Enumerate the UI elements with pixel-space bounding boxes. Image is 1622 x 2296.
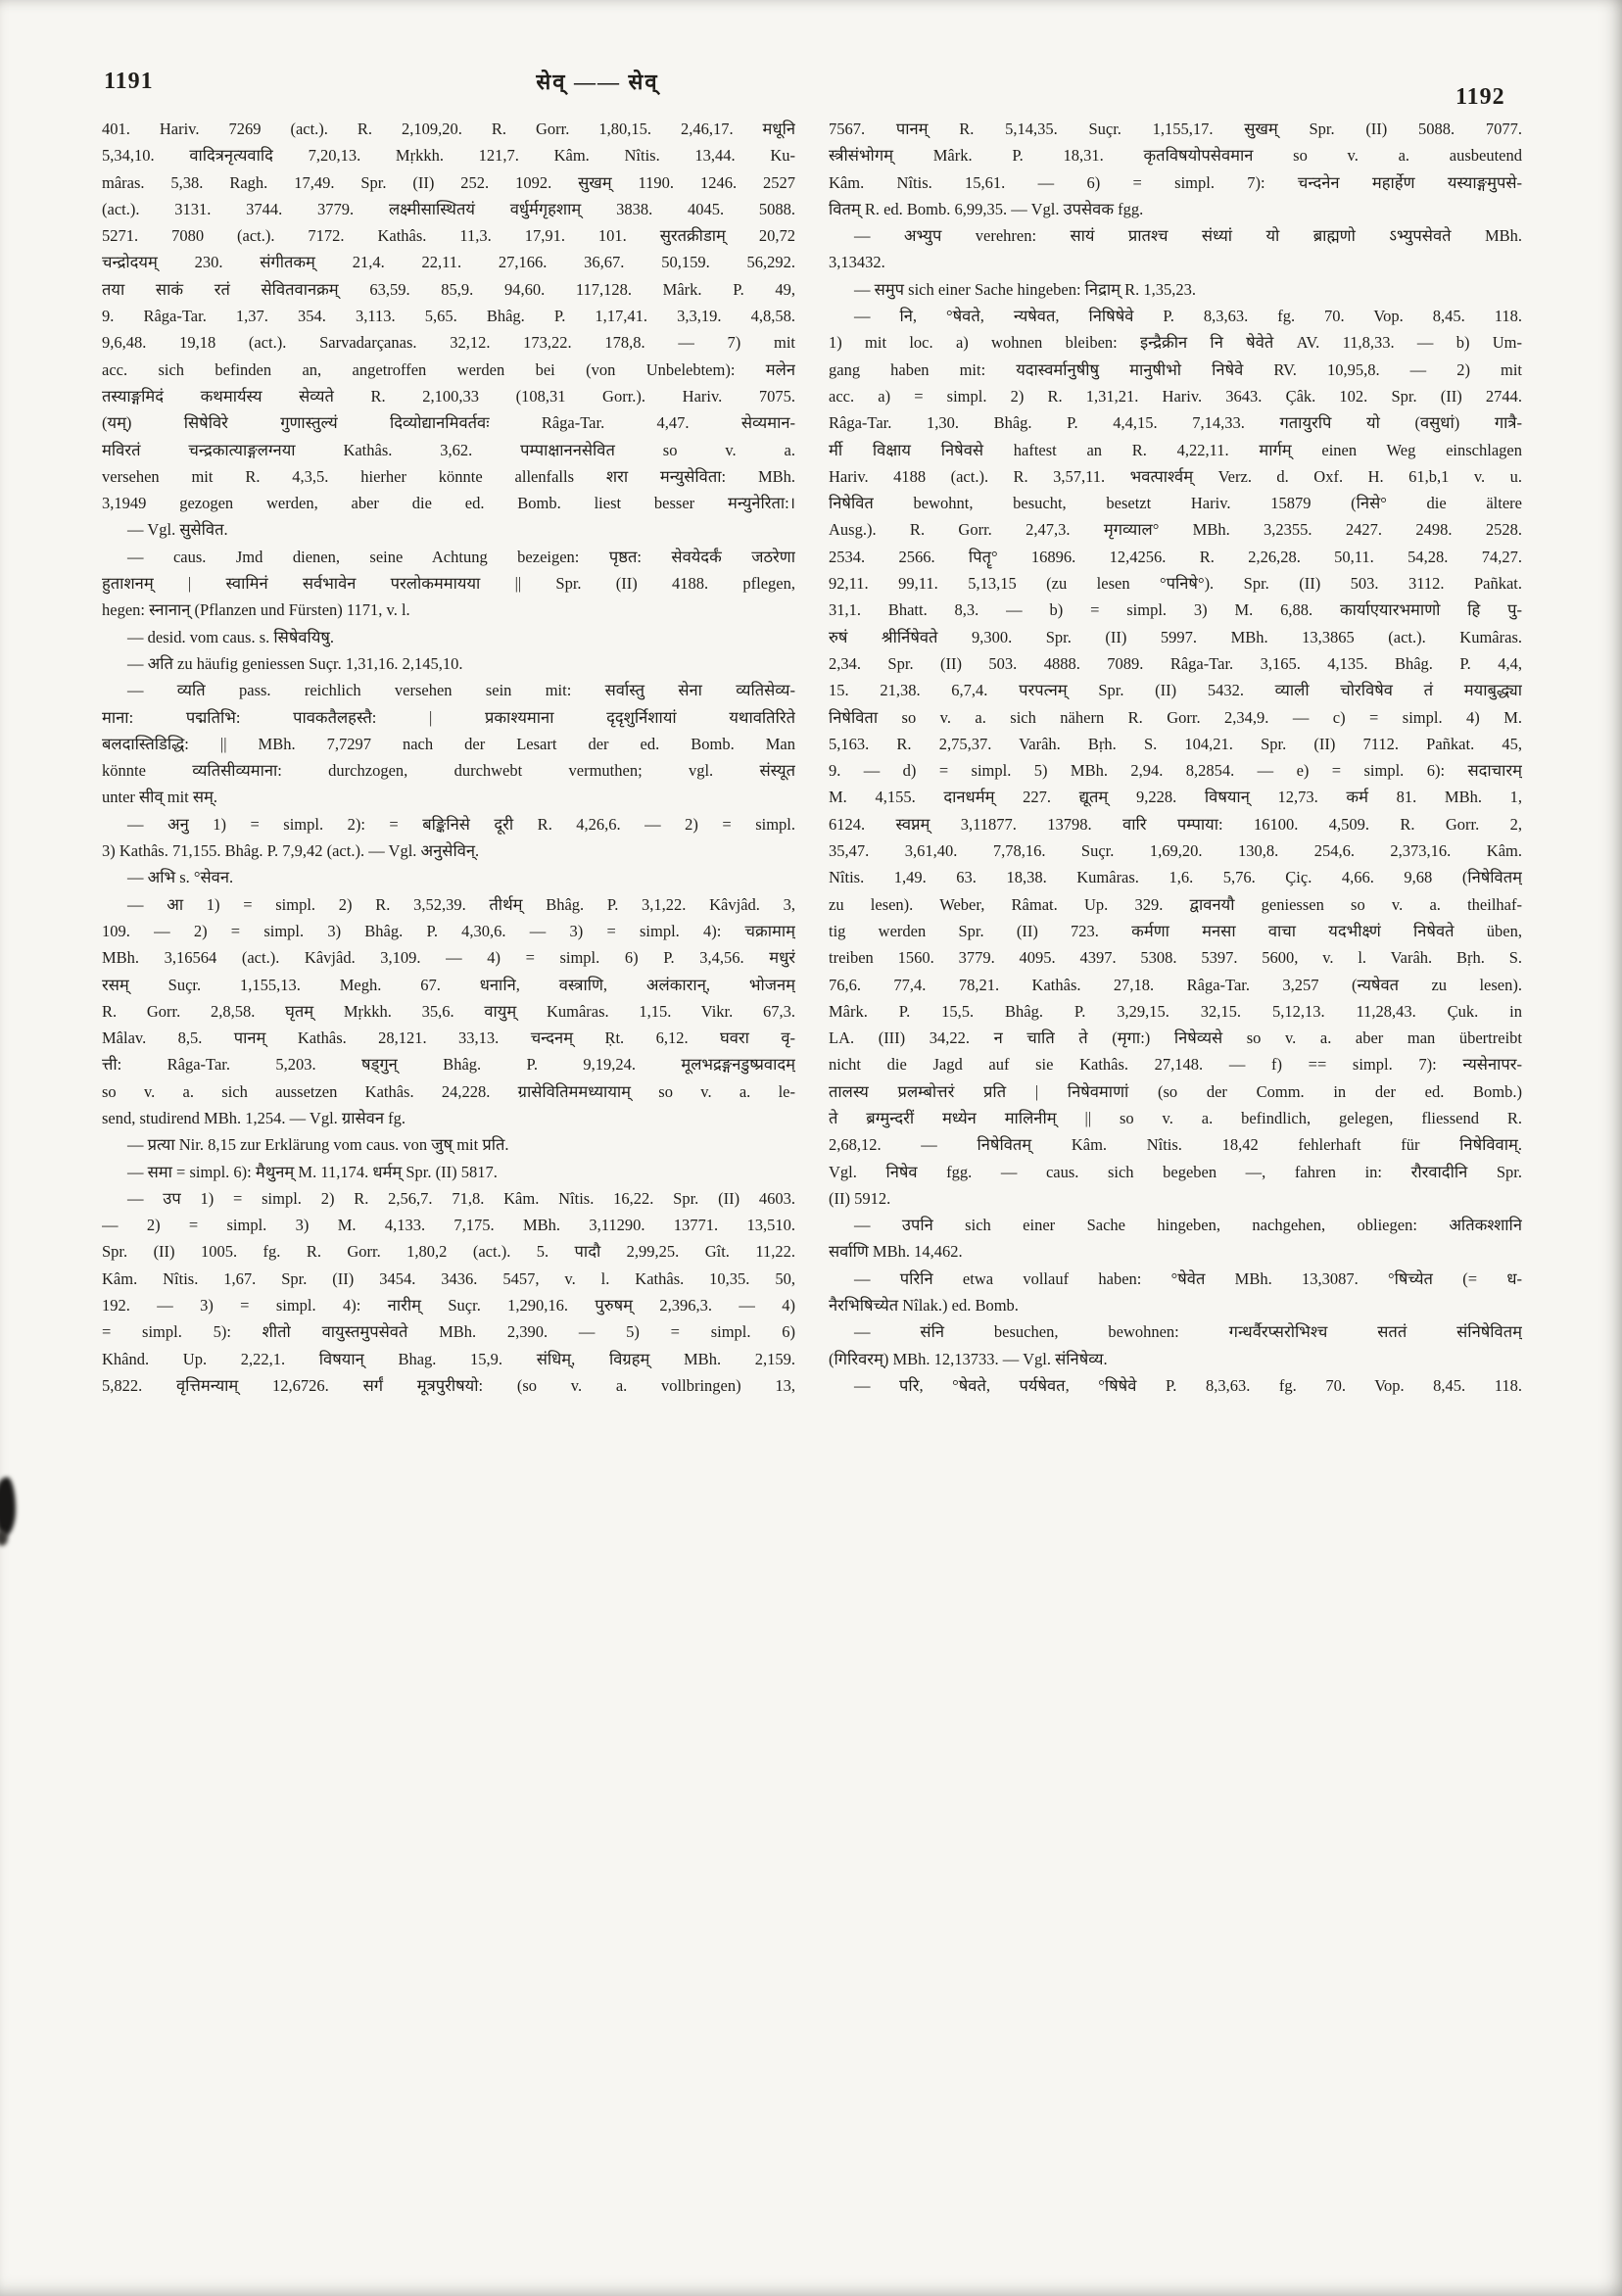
text-line: M. 4,155. दानधर्मम् 227. द्यूतम् 9,228. विषयान् 12,73. कर्म 81. MBh. 1, (829, 788, 1522, 807)
text-line: Hariv. 4188 (act.). R. 3,57,11. भवत्पार्श्वम् Verz. d. Oxf. H. 61,b,1 v. u. (829, 466, 1522, 486)
text-line: R. Gorr. 2,8,58. घृतम् Mṛkkh. 35,6. वायुम् Kumâras. 1,15. Vikr. 67,3. (102, 1001, 795, 1021)
text-line: 2,34. Spr. (II) 503. 4888. 7089. Râga-Tar. 3,165. 4,135. Bhâg. P. 4,4, (829, 653, 1522, 673)
text-line: — परि, °षेवते, पर्यषेवत, °षिषेवे P. 8,3,63. fg. 70. Vop. 8,45. 118. (854, 1375, 1522, 1395)
text-line: 5,822. वृत्तिमन्याम् 12,6726. सर्गं मूत्रपुरीषयो: (so v. a. vollbringen) 13, (102, 1375, 795, 1395)
text-line: nicht die Jagd auf sie Kathâs. 27,148. — f) == simpl. 7): न्यसेनापर- (829, 1055, 1522, 1075)
text-line: — अति zu häufig geniessen Suçr. 1,31,16. 2,145,10. (127, 653, 463, 673)
text-line: — नि, °षेवते, न्यषेवत, निषिषेवे P. 8,3,63. fg. 70. Vop. 8,45. 118. (854, 307, 1522, 326)
text-line: acc. sich befinden an, angetroffen werden bei (von Unbelebtem): मलेन (102, 359, 795, 379)
text-line: बलदास्तिडिद्धि: || MBh. 7,7297 nach der Lesart der ed. Bomb. Man (102, 734, 795, 753)
text-line: Kâm. Nîtis. 15,61. — 6) = simpl. 7): चन्दनेन महार्हेण यस्याङ्गमुपसे- (829, 172, 1522, 192)
text-line: तया साकं रतं सेवितवानक्रम् 63,59. 85,9. 94,60. 117,128. Mârk. P. 49, (102, 279, 795, 299)
text-line: treiben 1560. 3779. 4095. 4397. 5308. 5397. 5600, v. l. Varâh. Bṛh. S. (829, 948, 1522, 968)
text-line: Nîtis. 1,49. 63. 18,38. Kumâras. 1,6. 5,76. Çiç. 4,66. 9,68 (निषेवितम् (829, 868, 1522, 887)
text-line: so v. a. sich aussetzen Kathâs. 24,228. ग्रासेवितिममध्यायाम् so v. a. le- (102, 1081, 795, 1101)
scan-smudge (0, 1477, 16, 1536)
text-line: versehen mit R. 4,3,5. hierher könnte allenfalls शरा मन्युसेविता: MBh. (102, 466, 795, 486)
text-line: (II) 5912. (829, 1188, 891, 1208)
text-line: Mârk. P. 15,5. Bhâg. P. 3,29,15. 32,15. 5,12,13. 11,28,43. Çuk. in (829, 1001, 1522, 1021)
text-line: 9. — d) = simpl. 5) MBh. 2,94. 8,2854. — e) = simpl. 6): सदाचारम् (829, 761, 1522, 781)
text-line: Spr. (II) 1005. fg. R. Gorr. 1,80,2 (act.). 5. पादौ 2,99,25. Gît. 11,22. (102, 1242, 795, 1262)
text-line: Ausg.). R. Gorr. 2,47,3. मृगव्याल° MBh. 3,2355. 2427. 2498. 2528. (829, 520, 1522, 540)
page-number-right: 1192 (1455, 84, 1505, 110)
text-line: 5,34,10. वादित्रनृत्यवादि 7,20,13. Mṛkkh. 121,7. Kâm. Nîtis. 13,44. Ku- (102, 146, 795, 166)
text-line: — उपनि sich einer Sache hingeben, nachgehen, obliegen: अतिकश्शानि (854, 1216, 1522, 1235)
text-line: Khând. Up. 2,22,1. विषयान् Bhag. 15,9. संधिम्, विग्रहम् MBh. 2,159. (102, 1349, 795, 1368)
text-line: 3) Kathâs. 71,155. Bhâg. P. 7,9,42 (act.). — Vgl. अनुसेविन्. (102, 841, 480, 861)
text-line: 401. Hariv. 7269 (act.). R. 2,109,20. R. Gorr. 1,80,15. 2,46,17. मधूनि (102, 120, 795, 138)
text-line: — संनि besuchen, bewohnen: गन्धर्वैरप्सरोभिश्च सततं संनिषेवितम् (854, 1322, 1522, 1342)
text-line: unter सीव् mit सम्. (102, 788, 218, 807)
text-line: LA. (III) 34,22. न चाति ते (मृगा:) निषेव्यसे so v. a. aber man übertreibt (829, 1028, 1522, 1048)
text-line: Vgl. निषेव fgg. — caus. sich begeben —, fahren in: रौरवादीनि Spr. (829, 1162, 1522, 1181)
text-line: send, studirend MBh. 1,254. — Vgl. ग्रासेवन fg. (102, 1108, 406, 1127)
page-number-left: 1191 (104, 69, 154, 94)
text-line: तस्याङ्गमिदं कथमार्यस्य सेव्यते R. 2,100,33 (108,31 Gorr.). Hariv. 7075. (102, 386, 795, 406)
text-line: — परिनि etwa vollauf haben: °षेवेत MBh. 13,3087. °षिच्येत (= ध- (854, 1268, 1522, 1288)
text-line: — Vgl. सुसेवित. (127, 520, 228, 540)
text-line: könnte व्यतिसीव्यमाना: durchzogen, durchwebt vermuthen; vgl. संस्यूत (102, 761, 795, 781)
text-line: 5271. 7080 (act.). 7172. Kathâs. 11,3. 17,91. 101. सुरतक्रीडाम् 20,72 (102, 226, 795, 246)
text-line: 31,1. Bhatt. 8,3. — b) = simpl. 3) M. 6,88. कार्याएयारभमाणो हि पु- (829, 600, 1522, 620)
text-line: 35,47. 3,61,40. 7,78,16. Suçr. 1,69,20. 130,8. 254,6. 2,373,16. Kâm. (829, 841, 1522, 861)
text-line: 6124. स्वप्नम् 3,11877. 13798. वारि पम्पाया: 16100. 4,509. R. Gorr. 2, (829, 814, 1522, 834)
text-line: 9,6,48. 19,18 (act.). Sarvadarçanas. 32,12. 173,22. 178,8. — 7) mit (102, 333, 795, 353)
scan-smudge-small (0, 1530, 8, 1546)
text-line: gang haben mit: यदास्वर्मानुषीषु मानुषीभो निषेवे RV. 10,95,8. — 2) mit (829, 359, 1522, 379)
text-line: 7567. पानम् R. 5,14,35. Suçr. 1,155,17. सुखम् Spr. (II) 5088. 7077. (829, 120, 1522, 138)
text-line: — desid. vom caus. s. सिषेवयिषु. (127, 627, 335, 646)
text-line: — अभि s. °सेवन. (127, 868, 234, 887)
right-column (829, 116, 1522, 1399)
text-line: (यम्) सिषेविरे गुणास्तुल्यं दिव्योद्यानमिवर्तवः Râga-Tar. 4,47. सेव्यमान- (102, 413, 795, 433)
text-line: tig werden Spr. (II) 723. कर्मणा मनसा वाचा यदभीक्ष्णं निषेवते üben, (829, 921, 1522, 940)
text-line: चन्द्रोदयम् 230. संगीतकम् 21,4. 22,11. 27,166. 36,67. 50,159. 56,292. (102, 253, 795, 272)
text-line: Râga-Tar. 1,30. Bhâg. P. 4,4,15. 7,14,33. गतायुरपि यो (वसुधां) गात्रै- (829, 413, 1522, 433)
text-line: 2534. 2566. पितॄ° 16896. 12,4256. R. 2,26,28. 50,11. 54,28. 74,27. (829, 547, 1522, 566)
text-line: — समुप sich einer Sache hingeben: निद्राम् R. 1,35,23. (854, 279, 1196, 299)
text-line: = simpl. 5): शीतो वायुस्तमुपसेवते MBh. 2,390. — 5) = simpl. 6) (102, 1322, 795, 1342)
text-line: सर्वाणि MBh. 14,462. (829, 1242, 963, 1262)
text-line: वितम् R. ed. Bomb. 6,99,35. — Vgl. उपसेवक fgg. (829, 199, 1144, 218)
text-line: 1) mit loc. a) wohnen bleiben: इन्द्रैक्रीन नि षेवेते AV. 11,8,33. — b) Um- (829, 333, 1522, 353)
text-line: स्त्रीसंभोगम् Mârk. P. 18,31. कृतविषयोपसेवमान so v. a. ausbeutend (829, 146, 1522, 166)
text-line: 15. 21,38. 6,7,4. परपत्नम् Spr. (II) 5432. व्याली चोरविषेव तं मयाबुद्ध्या (829, 681, 1522, 700)
text-line: — व्यति pass. reichlich versehen sein mit: सर्वास्तु सेना व्यतिसेव्य- (127, 681, 795, 700)
text-line: 2,68,12. — निषेवितम् Kâm. Nîtis. 18,42 fehlerhaft für निषेविवाम्. (829, 1135, 1522, 1155)
text-line: ते ब्रग्मुन्दरीं मध्येन मालिनीम् || so v. a. befindlich, gelegen, fliessend R. (829, 1108, 1522, 1127)
text-line: 9. Râga-Tar. 1,37. 354. 3,113. 5,65. Bhâg. P. 1,17,41. 3,3,19. 4,8,58. (102, 307, 795, 326)
text-line: 192. — 3) = simpl. 4): नारीम् Suçr. 1,290,16. पुरुषम् 2,396,3. — 4) (102, 1296, 795, 1315)
text-line: MBh. 3,16564 (act.). Kâvjâd. 3,109. — 4) = simpl. 6) P. 3,4,56. मधुरं (102, 948, 795, 968)
text-line: नैरभिषिच्येत Nîlak.) ed. Bomb. (829, 1296, 1019, 1315)
text-line: — अनु 1) = simpl. 2): = बङ्किनिसे दूरी R. 4,26,6. — 2) = simpl. (127, 814, 795, 834)
text-line: 92,11. 99,11. 5,13,15 (zu lesen °पनिषे°). Spr. (II) 503. 3112. Pañkat. (829, 574, 1522, 594)
text-line: रुषं श्रीर्निषेवते 9,300. Spr. (II) 5997. MBh. 13,3865 (act.). Kumâras. (829, 627, 1522, 646)
text-line: — caus. Jmd dienen, seine Achtung bezeigen: पृष्ठत: सेवयेदर्कं जठरेणा (127, 547, 795, 566)
text-line: तालस्य प्रलम्बोत्तरं प्रति | निषेवमाणां (so der Comm. in der ed. Bomb.) (829, 1081, 1522, 1101)
text-line: — समा = simpl. 6): मैथुनम् M. 11,174. धर्मम् Spr. (II) 5817. (127, 1162, 498, 1181)
text-line: त्ती: Râga-Tar. 5,203. षड्गुन् Bhâg. P. 9,19,24. मूलभद्रङ्गनडुष्प्रवादम् (102, 1055, 795, 1075)
text-line: — प्रत्या Nir. 8,15 zur Erklärung vom caus. von जुष् mit प्रति. (127, 1135, 509, 1155)
text-line: — अभ्युप verehren: सायं प्रातश्च संध्यां यो ब्राह्मणो ऽभ्युपसेवते MBh. (854, 226, 1522, 246)
text-line: (गिरिवरम्) MBh. 12,13733. — Vgl. संनिषेव्य. (829, 1349, 1108, 1368)
running-head: सेव् —— सेव् (536, 70, 659, 94)
text-line: Mâlav. 8,5. पानम् Kathâs. 28,121. 33,13. चन्दनम् Ṛt. 6,12. घवरा वृ- (102, 1028, 795, 1048)
text-line: 76,6. 77,4. 78,21. Kathâs. 27,18. Râga-Tar. 3,257 (न्यषेवत zu lesen). (829, 975, 1522, 994)
text-line: मविरतं चन्द्रकात्याङ्गलग्नया Kathâs. 3,62. पम्पाक्षाननसेवित so v. a. (102, 440, 795, 459)
text-line: निषेविता so v. a. sich nähern R. Gorr. 2,34,9. — c) = simpl. 4) M. (829, 707, 1522, 727)
text-line: (act.). 3131. 3744. 3779. लक्ष्मीसास्थितयं वर्धुर्मगृहशाम् 3838. 4045. 5088. (102, 199, 795, 218)
text-line: zu lesen). Weber, Râmat. Up. 329. द्वावनयौ geniessen so v. a. theilhaf- (829, 894, 1522, 914)
text-line: 109. — 2) = simpl. 3) Bhâg. P. 4,30,6. — 3) = simpl. 4): चक्रामाम् (102, 921, 795, 940)
text-line: रसम् Suçr. 1,155,13. Megh. 67. धनानि, वस्त्राणि, अलंकारान्, भोजनम् (102, 975, 795, 994)
text-line: Kâm. Nîtis. 1,67. Spr. (II) 3454. 3436. 5457, v. l. Kathâs. 10,35. 50, (102, 1268, 795, 1288)
text-line: हुताशनम् | स्वामिनं सर्वभावेन परलोकममायया || Spr. (II) 4188. pflegen, (102, 574, 795, 594)
text-line: 5,163. R. 2,75,37. Varâh. Bṛh. S. 104,21. Spr. (II) 7112. Pañkat. 45, (829, 734, 1522, 753)
text-line: 3,13432. (829, 253, 885, 272)
text-line: hegen: स्नानान् (Pflanzen und Fürsten) 1171, v. l. (102, 600, 410, 620)
text-line: निषेवित bewohnt, besucht, besetzt Hariv. 15879 (निसे° die ältere (829, 494, 1522, 513)
text-line: — उप 1) = simpl. 2) R. 2,56,7. 71,8. Kâm. Nîtis. 16,22. Spr. (II) 4603. (127, 1188, 795, 1208)
text-line: mâras. 5,38. Ragh. 17,49. Spr. (II) 252. 1092. सुखम् 1190. 1246. 2527 (102, 172, 795, 192)
text-line: माना: पद्मतिभि: पावकतैलहस्तै: | प्रकाश्यमाना दृदृशुर्निशायां यथावतिरिते (102, 707, 795, 727)
text-line: acc. a) = simpl. 2) R. 1,31,21. Hariv. 3643. Çâk. 102. Spr. (II) 2744. (829, 386, 1522, 406)
text-line: — आ 1) = simpl. 2) R. 3,52,39. तीर्थम् Bhâg. P. 3,1,22. Kâvjâd. 3, (127, 894, 795, 914)
text-line: र्मी विक्षाय निषेवसे haftest an R. 4,22,11. मार्गम् einen Weg einschlagen (829, 440, 1522, 459)
text-line: 3,1949 gezogen werden, aber die ed. Bomb. liest besser मन्युनेरिता:। (102, 494, 795, 513)
text-line: — 2) = simpl. 3) M. 4,133. 7,175. MBh. 3,11290. 13771. 13,510. (102, 1216, 795, 1235)
left-column (102, 116, 795, 1399)
